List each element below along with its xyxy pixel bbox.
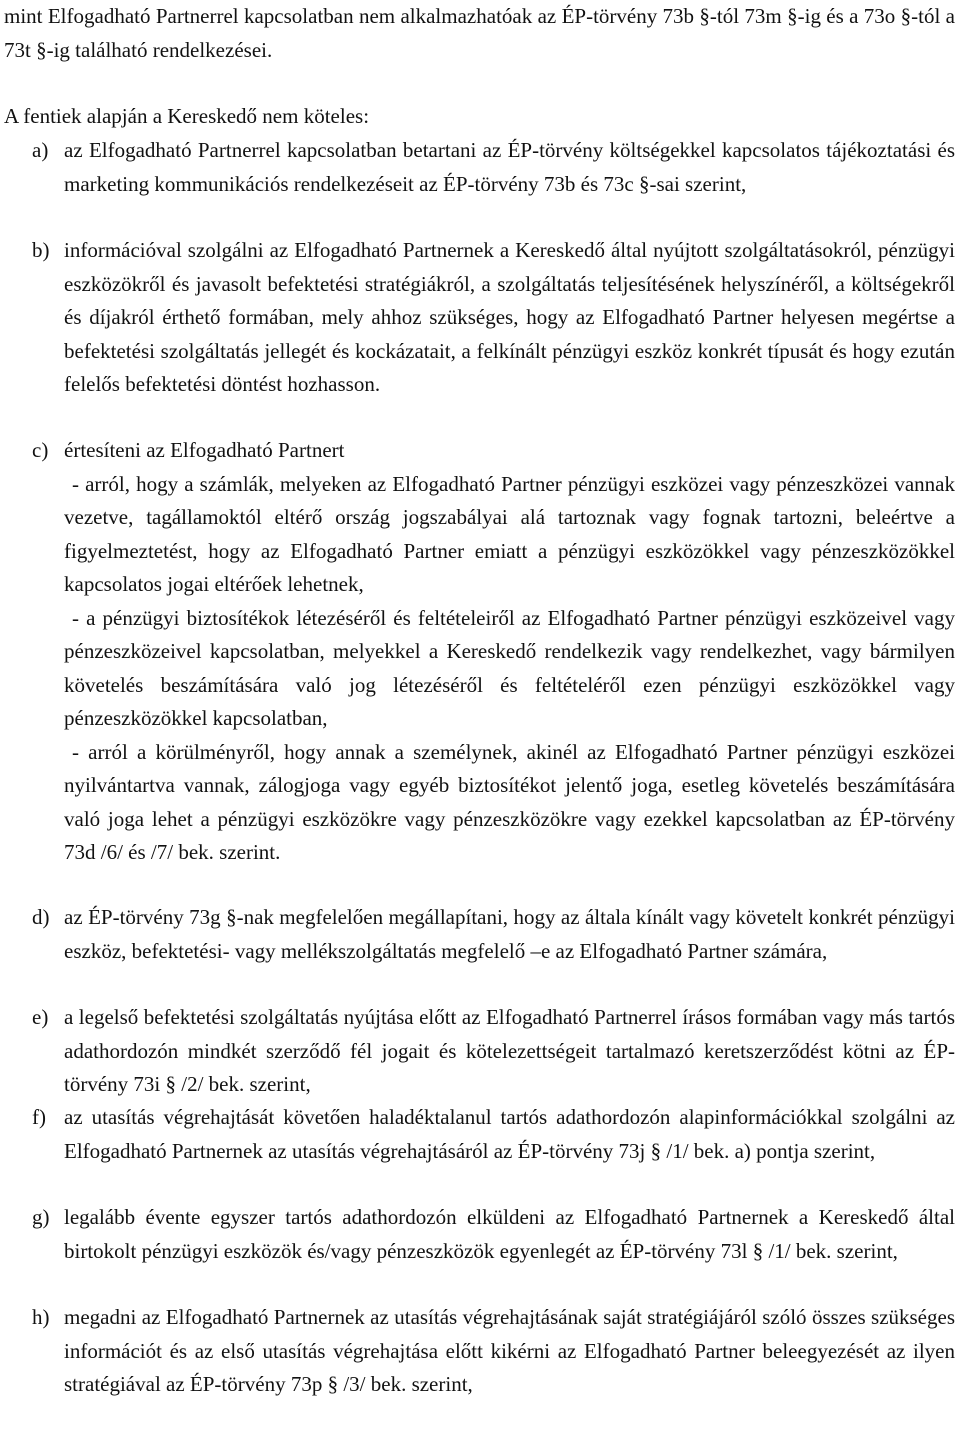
list-item-a (4, 134, 955, 201)
list-label: g) (32, 1205, 50, 1229)
list-text: a legelső befektetési szolgáltatás nyújtása előtt az Elfogadható Partnerrel írásos formában vagy más tartós adathordozón mindkét szerződő fél jogait és kötelezettségeit tartalmazó keretszerződést kötni az ÉP-törvény 73i § /2/ bek. szerint, (64, 1005, 955, 1096)
list-item-g (4, 1201, 955, 1268)
list-text: értesíteni az Elfogadható Partnert (64, 438, 345, 462)
list-label: f) (32, 1105, 46, 1129)
list-text: legalább évente egyszer tartós adathordozón elküldeni az Elfogadható Partnernek a Kereskedő által birtokolt pénzügyi eszközök és/vagy pénzeszközök egyenlegét az ÉP-törvény 73l § /1/ bek. szerint, (64, 1205, 955, 1263)
list-label: b) (32, 238, 50, 262)
list-text: az ÉP-törvény 73g §-nak megfelelően megállapítani, hogy az általa kínált vagy követelt konkrét pénzügyi eszköz, befektetési- vagy mellékszolgáltatás megfelelő –e az Elfogadható Partner számára, (64, 905, 955, 963)
sub-item-collateral (64, 602, 955, 736)
sub-item-lien (64, 736, 955, 870)
lead-in-text: A fentiek alapján a Kereskedő nem köteles: (4, 104, 370, 128)
list-label: h) (32, 1305, 50, 1329)
list-item-h (4, 1301, 955, 1402)
intro-paragraph: mint Elfogadható Partnerrel kapcsolatban nem alkalmazhatóak az ÉP-törvény 73b §-tól 73m §-ig és a 73o §-tól a 73t §-ig található rendelkezései. (4, 4, 955, 62)
list-label: c) (32, 438, 49, 462)
list-label: a) (32, 138, 49, 162)
list-item-d (4, 901, 955, 968)
list-item-b (4, 234, 955, 402)
list-text: az Elfogadható Partnerrel kapcsolatban betartani az ÉP-törvény költségekkel kapcsolatos tájékoztatási és marketing kommunikációs rendelkezéseit az ÉP-törvény 73b és 73c §-sai szerint, (64, 138, 955, 196)
list-label: e) (32, 1005, 49, 1029)
sub-item-accounts (64, 468, 955, 602)
list-text: információval szolgálni az Elfogadható Partnernek a Kereskedő által nyújtott szolgáltatásokról, pénzügyi eszközökről és javasolt befektetési stratégiákról, a szolgáltatás teljesítésének helyszínéről, a költségekről és díjakról érthető formában, mely ahhoz szükséges, hogy az Elfogadható Partner helyesen megértse a befektetési szolgáltatás jellegét és kockázatait, a felkínált pénzügyi eszköz konkrét típusát és hogy ezután felelős befektetési döntést hozhasson. (64, 238, 955, 396)
sub-item-text: - arról, hogy a számlák, melyeken az Elfogadható Partner pénzügyi eszközei vagy pénzeszközei vannak vezetve, tagállamoktól eltérő ország jogszabályai alá tartoznak vagy fognak tartozni, beleértve a figyelmeztetést, hogy az Elfogadható Partner emiatt a pénzügyi eszközökkel vagy pénzeszközökkel kapcsolatos jogai eltérőek lehetnek, (64, 471, 955, 596)
list-item-e (4, 1001, 955, 1102)
sub-item-text: - a pénzügyi biztosítékok létezéséről és feltételeiről az Elfogadható Partner pénzügyi eszközeivel vagy pénzeszközeivel kapcsolatban, melyekkel a Kereskedő rendelkezik vagy rendelkezhet, vagy bármilyen követelés beszámítására való jog létezéséről és feltételéről ezen pénzügyi eszközökkel vagy pénzeszközökkel kapcsolatban, (64, 605, 955, 730)
list-text: megadni az Elfogadható Partnernek az utasítás végrehajtásának saját stratégiájáról szóló összes szükséges információt és az első utasítás végrehajtása előtt kikérni az Elfogadható Partner beleegyezését az ilyen stratégiával az ÉP-törvény 73p § /3/ bek. szerint, (64, 1305, 955, 1396)
sub-item-text: - arról a körülményről, hogy annak a személynek, akinél az Elfogadható Partner pénzügyi eszközei nyilvántartva vannak, zálogjoga vagy egyéb biztosítékot jelentő joga, esetleg követelés beszámítására való joga lehet a pénzügyi eszközökre vagy pénzeszközökre vagy ezekkel kapcsolatban az ÉP-törvény 73d /6/ és /7/ bek. szerint. (64, 739, 955, 864)
list-item-c (4, 434, 955, 870)
list-label: d) (32, 905, 50, 929)
list-text: az utasítás végrehajtását követően haladéktalanul tartós adathordozón alapinformációkkal szolgálni az Elfogadható Partnernek az utasítás végrehajtásáról az ÉP-törvény 73j § /1/ bek. a) pontja szerint, (64, 1105, 955, 1163)
list-item-f (4, 1101, 955, 1168)
